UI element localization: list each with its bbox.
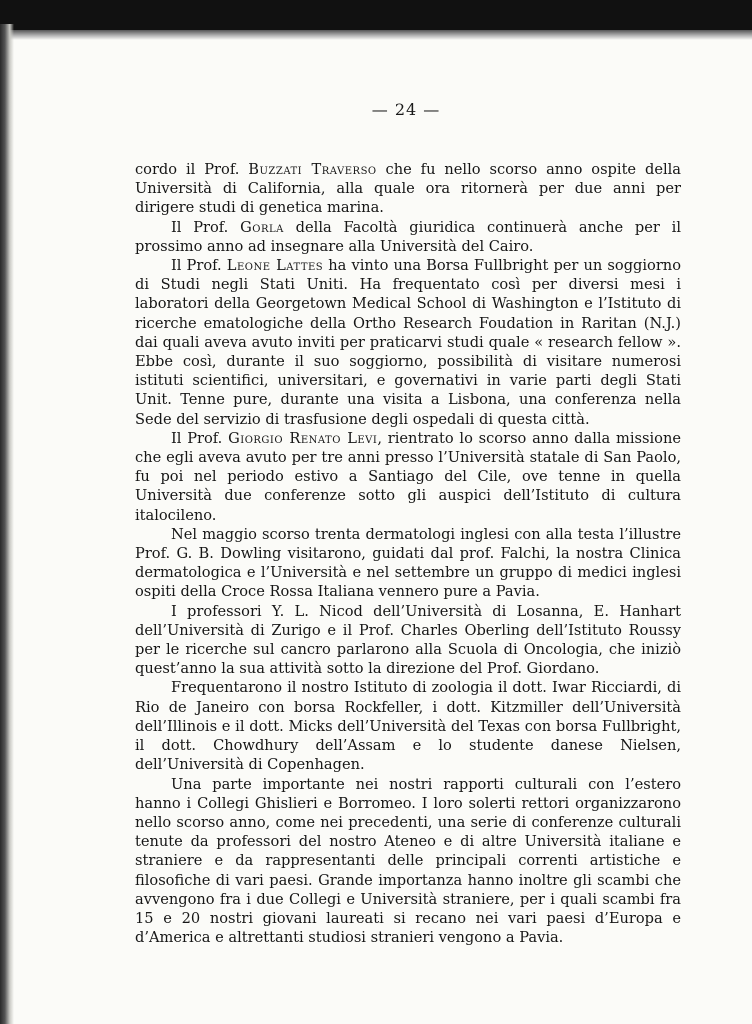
text-run: I professori Y. L. Nicod dell’Università di Losanna, E. Hanhart dell’Università di Zurigo e il Prof. Charles Oberling dell’Istituto Roussy per le ricerche sul cancro parlarono alla Scuola di Oncologia, che iniziò quest’anno la sua attività sotto la direzione del Prof. Giordano. [135,602,681,678]
text-run: Nel maggio scorso trenta dermatologi inglesi con alla testa l’illustre Prof. G. B. Dowling visitarono, guidati dal prof. Falchi, la nostra Clinica dermatologica e l’Università e nel settembre un gruppo di medici inglesi ospiti della Croce Rossa Italiana vennero pure a Pavia. [135,525,681,601]
text-run: che fu nello scorso anno ospite della Università di California, alla quale ora ritornerà per due anni per dirigere studi di genetica marina. [135,161,681,217]
text-run: Una parte importante nei nostri rapporti culturali con l’estero hanno i Collegi Ghislieri e Borromeo. I loro solerti rettori organizzarono nello scorso anno, come nei precedenti, una serie di conferenze culturali tenute da professori del nostro Ateneo e di altre Università italiane e straniere e da rappresentanti delle principali correnti artistiche e filosofiche di vari paesi. Grande importanza hanno inoltre gli scambi che avvengono fra i due Collegi e Università straniere, per i quali scambi fra 15 e 20 nostri giovani laureati si recano nei vari paesi d’Europa e d’America e altrettanti studiosi stranieri vengono a Pavia. [135,775,681,947]
paragraph [135,160,681,218]
scan-top-border [0,0,752,32]
text-run: , rientrato lo scorso anno dalla missione che egli aveva avuto per tre anni presso l’Università statale di San Paolo, fu poi nel periodo estivo a Santiago del Cile, ove tenne in quella Università due conferenze sotto gli auspici dell’Istituto di cultura italocileno. [135,429,682,524]
text-run: cordo il Prof. [135,161,249,178]
scan-left-edge [0,24,14,1024]
paragraph [135,602,681,679]
text-run: Frequentarono il nostro Istituto di zoologia il dott. Iwar Ricciardi, di Rio de Janeiro con borsa Rockfeller, i dott. Kitzmiller dell’Università dell’Illinois e il dott. Micks dell’Università del Texas con borsa Fullbright, il dott. Chowdhury dell’Assam e lo studente danese Nielsen, dell’Università di Copenhagen. [135,679,681,774]
text-run: della Facoltà giuridica continuerà anche per il prossimo anno ad insegnare alla Università del Cairo. [135,218,681,255]
person-name: Giorgio Renato Levi [228,429,378,447]
paragraph [135,775,681,948]
person-name: Leone Lattes [226,257,324,275]
person-name: Gorla [240,218,284,236]
text-run: Il Prof. [171,257,227,275]
body-text [135,160,681,947]
paragraph [135,256,681,429]
person-name: Buzzati Traverso [248,161,377,178]
paragraph [135,218,681,256]
paragraph [135,429,681,525]
text-run: Il Prof. [171,218,241,236]
paragraph [135,678,681,774]
page-number: — 24 — [371,100,441,119]
text-run: ha vinto una Borsa Fullbright per un soggiorno di Studi negli Stati Uniti. Ha frequentato così per diversi mesi i laboratori della Georgetown Medical School di Washington e l’Istituto di ricerche ematologiche della Ortho Research Foudation in Raritan (N.J.) dai quali aveva avuto inviti per praticarvi studi quale « research fellow ». Ebbe così, durante il suo soggiorno, possibilità di visitare numerosi istituti scientifici, universitari, e governativi in varie parti degli Stati Unit. Tenne pure, durante una visita a Lisbona, una conferenza nella Sede del servizio di trasfusione degli ospedali di questa città. [135,257,681,428]
paragraph [135,525,681,602]
text-run: Il Prof. [171,429,229,447]
